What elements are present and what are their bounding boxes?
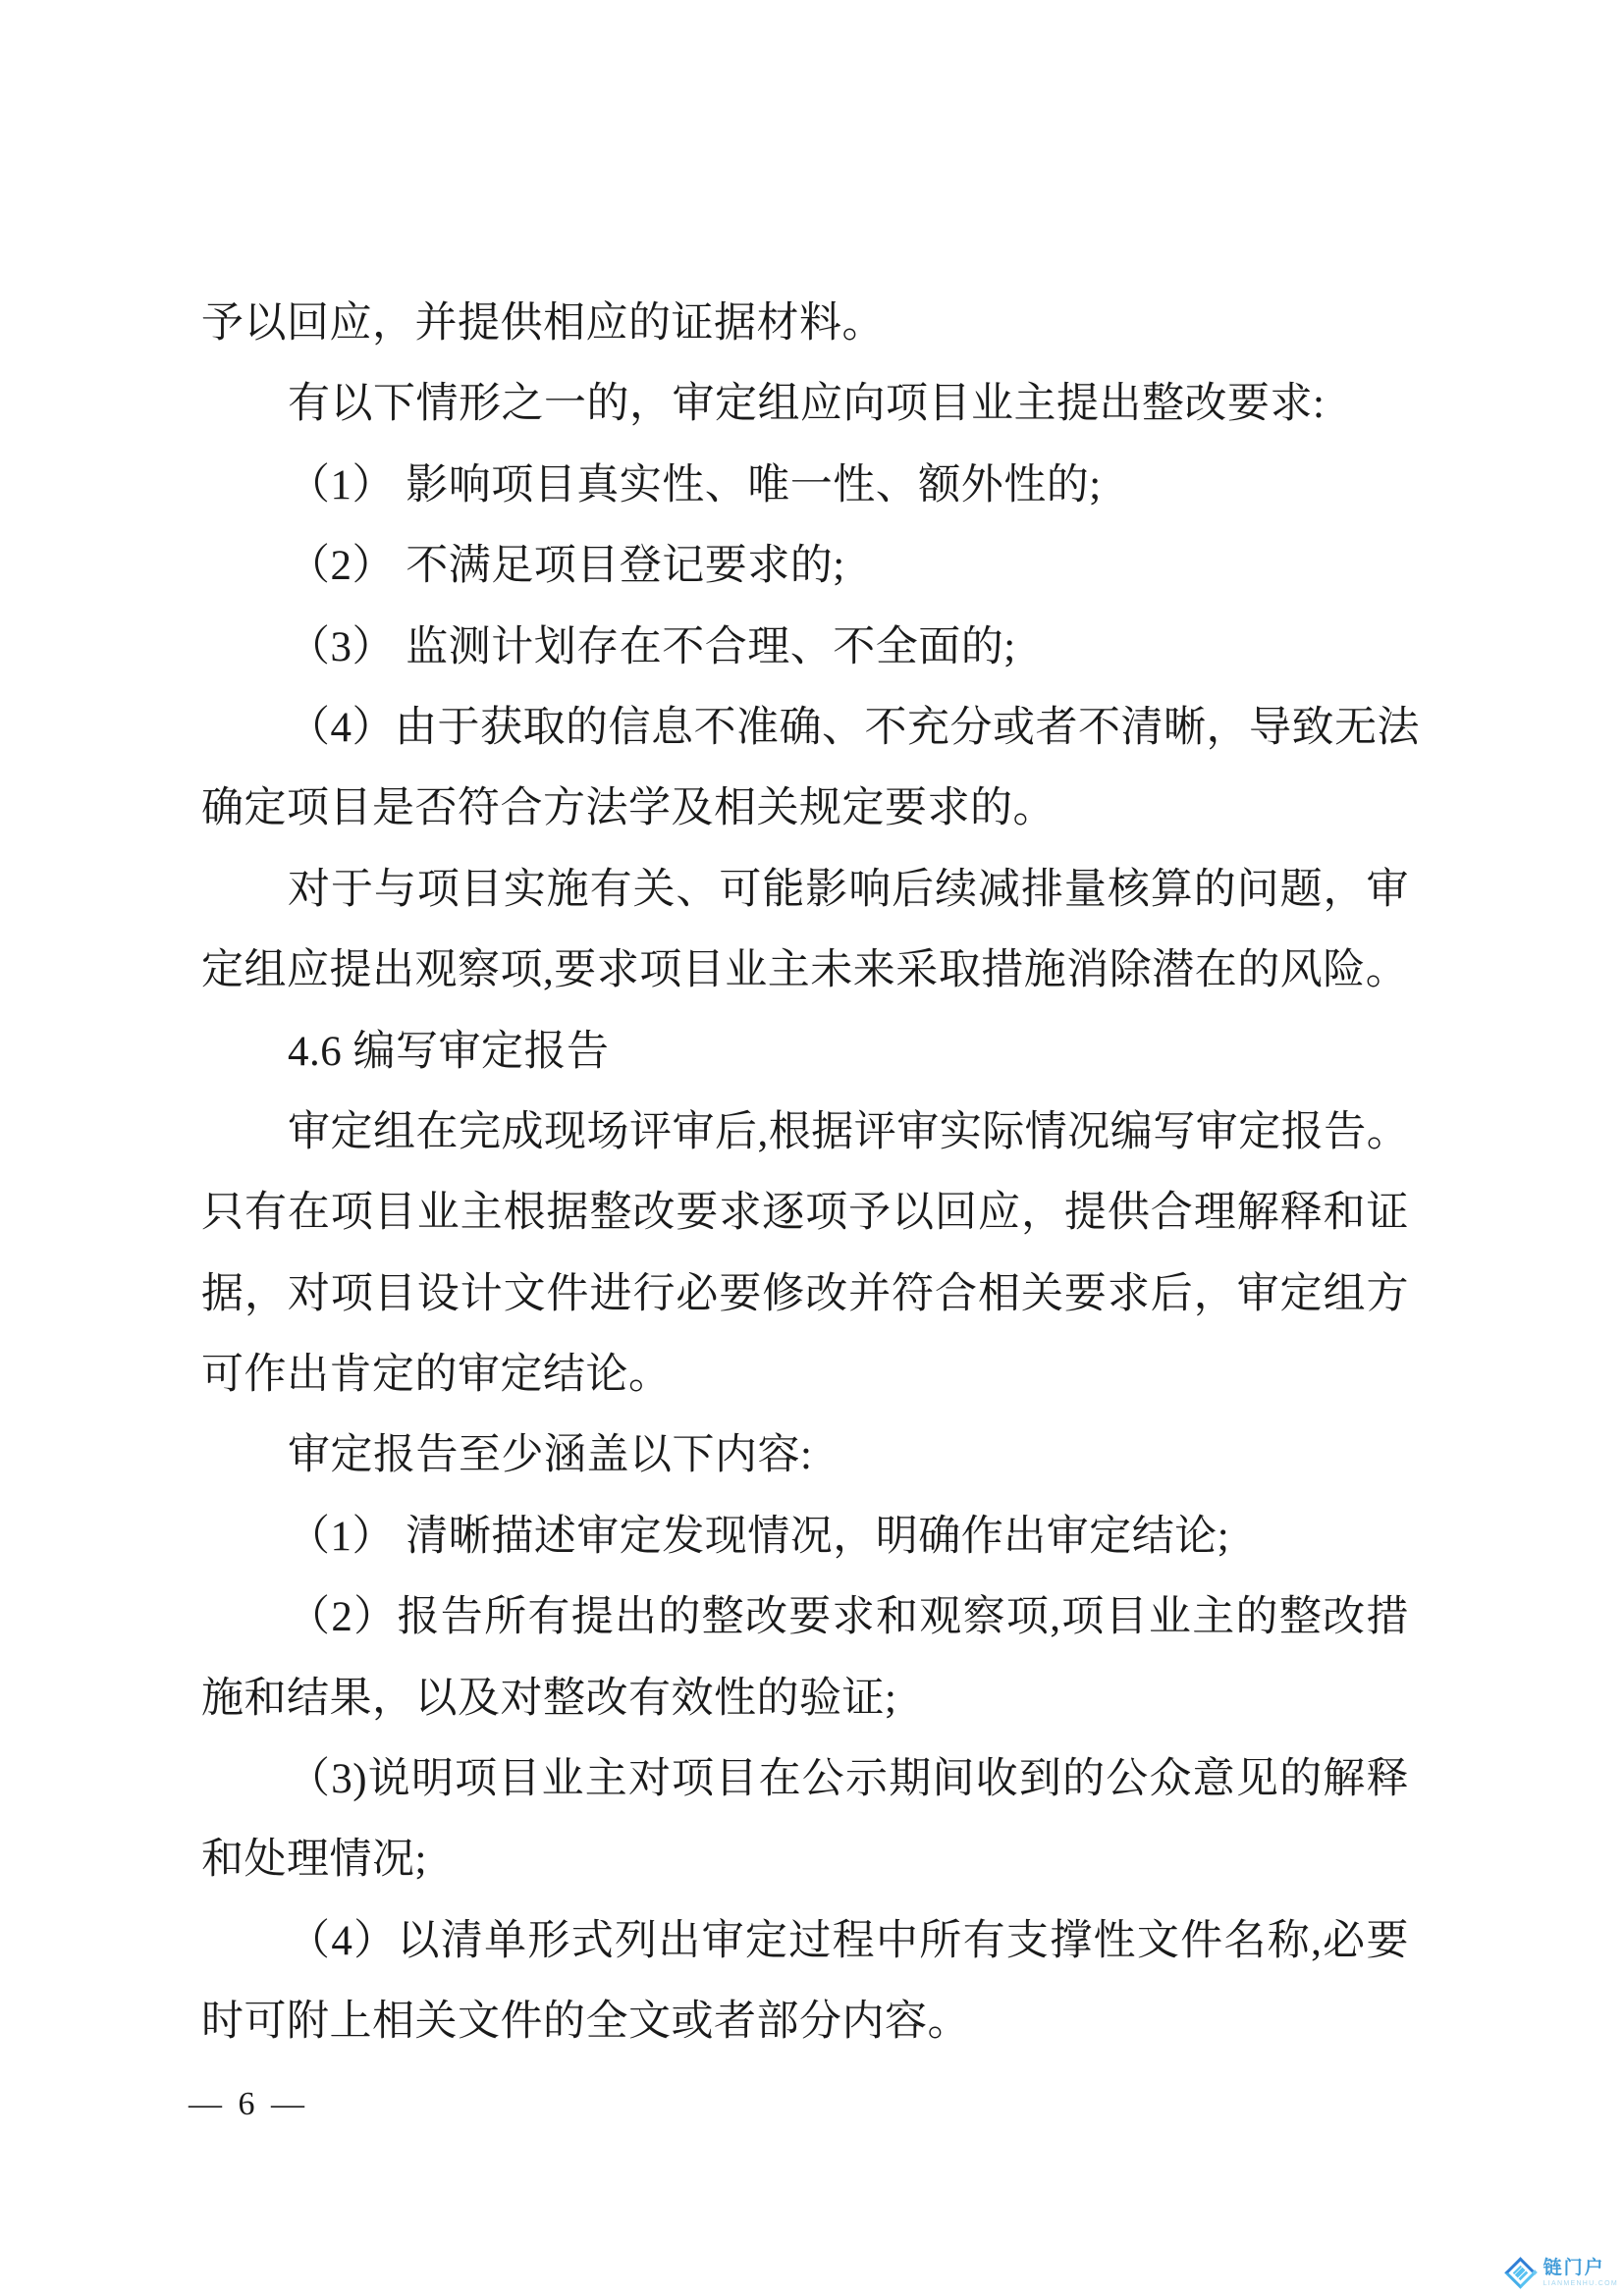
text-line: 审定报告至少涵盖以下内容: — [288, 1432, 813, 1479]
text-line: 对于与项目实施有关、可能影响后续减排量核算的问题，审 — [288, 866, 1409, 913]
text-line: 据，对项目设计文件进行必要修改并符合相关要求后，审定组方 — [201, 1270, 1409, 1317]
section-heading: 4.6 编写审定报告 — [288, 1028, 610, 1075]
text-line: 和处理情况; — [201, 1837, 427, 1884]
diamond-link-logo-icon — [1501, 2254, 1539, 2291]
watermark — [1501, 2254, 1618, 2291]
text-line: （2）报告所有提出的整改要求和观察项,项目业主的整改措 — [288, 1594, 1409, 1641]
text-line: （3） 监测计划存在不合理、不全面的; — [288, 623, 1016, 670]
watermark-text — [1543, 2259, 1618, 2287]
text-line: （4）以清单形式列出审定过程中所有支撑性文件名称,必要 — [288, 1917, 1409, 1964]
text-line: 施和结果，以及对整改有效性的验证; — [201, 1675, 897, 1722]
text-line: 时可附上相关文件的全文或者部分内容。 — [201, 1999, 970, 2046]
text-line: 予以回应，并提供相应的证据材料。 — [201, 300, 885, 347]
text-line: （2） 不满足项目登记要求的; — [288, 543, 845, 590]
text-line: （4）由于获取的信息不准确、不充分或者不清晰，导致无法 — [288, 704, 1420, 751]
text-line: （3)说明项目业主对项目在公示期间收到的公众意见的解释 — [288, 1756, 1409, 1803]
text-line: 可作出肯定的审定结论。 — [201, 1352, 672, 1399]
text-line: 只有在项目业主根据整改要求逐项予以回应，提供合理解释和证 — [201, 1190, 1409, 1237]
watermark-brand: 链门户 — [1543, 2257, 1605, 2278]
text-line: 确定项目是否符合方法学及相关规定要求的。 — [201, 785, 1056, 832]
text-line: 有以下情形之一的，审定组应向项目业主提出整改要求: — [288, 381, 1326, 428]
text-line: 审定组在完成现场评审后,根据评审实际情况编写审定报告。 — [288, 1108, 1410, 1155]
text-line: （1） 影响项目真实性、唯一性、额外性的; — [288, 461, 1102, 508]
watermark-domain: LIANMENHU.COM — [1543, 2279, 1618, 2287]
page-number: — 6 — — [189, 2086, 308, 2122]
text-line: 定组应提出观察项,要求项目业主未来采取措施消除潜在的风险。 — [201, 947, 1409, 994]
document-body — [201, 284, 1420, 2063]
text-line: （1） 清晰描述审定发现情况，明确作出审定结论; — [288, 1513, 1230, 1560]
